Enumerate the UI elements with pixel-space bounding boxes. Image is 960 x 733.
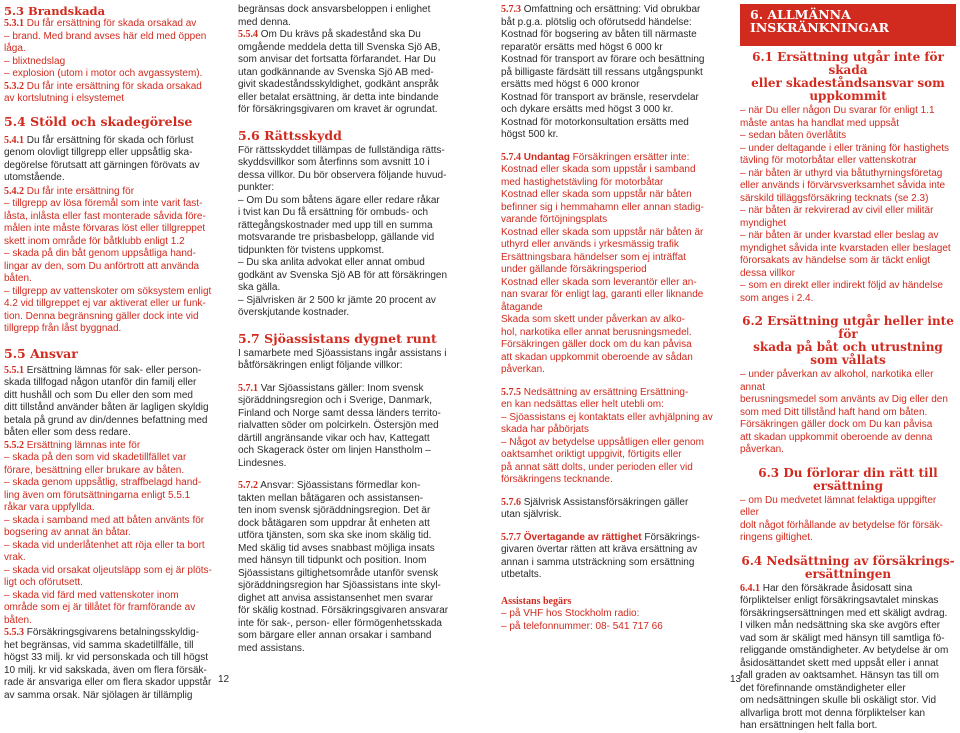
clause-number: 5.7.2 <box>238 480 258 491</box>
paragraph-5-7-6 <box>501 497 725 522</box>
clause-number: 5.7.6 <box>501 496 521 508</box>
clause-number: 5.3.2 <box>4 80 24 92</box>
clause-text: Du får ersättning för skada orsakad av – brand. Med brand avses här eld med öppen låga. – blixtnedslag – explosion (utom i motor och avgassystem). <box>4 18 207 79</box>
clause-text: Ansvar: Sjöassistans förmedlar kon- takten mellan båtägaren och assistansen- ten inom svensk sjöräddningsregion. Det är dock båtägaren som uppdrar åt enheten att utföra tjänsten, som ska ske inom skälig tid. Med skälig tid avses snabbast möjliga insats med hänsyn till tidpunkt och position. Inom Sjöassistans giltighetsområde utanför svensk sjöräddningsregion har Sjöassistans inte skyl- dighet att anvisa assistansenhet men svarar för skälig kostnad. Försäkringsgivaren ansvarar inte för sak-, person- eller förmögenhetsskada som bärgare eller annan orsakar i samband med assistans. <box>238 480 449 654</box>
clause-number: 5.4.2 <box>4 185 24 197</box>
section-6-title <box>740 4 956 34</box>
paragraph-5-7-2 <box>238 480 462 655</box>
paragraph-5-5-3 <box>4 627 228 702</box>
clause-number: 5.5.2 <box>4 439 24 451</box>
section-heading-5-6: 5.6 Rättsskydd <box>238 127 342 143</box>
paragraph-6-3: – om Du medvetet lämnat felaktiga uppgifter eller dolt något förhållande av betydelse för försäk- ringens giltighet. <box>740 494 943 543</box>
section-heading-6-1: 6.1 Ersättning utgår inte för skada eller skadeståndsansvar som uppkommit <box>751 50 945 103</box>
column-2 <box>238 4 462 655</box>
clause-label: Övertagande av rättighet <box>521 531 642 543</box>
paragraph-5-7-1 <box>238 383 462 471</box>
clause-text: Har den försäkrade åsidosatt sina förpliktelser enligt försäkringsavtalet minskas försäkringsersättningen med ett skäligt avdrag. I vilken mån nedsättning ska ske avgörs efter vad som är skäligt med hänsyn till samtliga fö- religgande omständigheter. Av betydelse är om åsidosättandet skett med uppsåt eller i annat fall graden av oaktsamhet. Hänsyn tas till om det förefinnande omständigheter eller om nedsättningen skulle bli oskäligt stor. Vid allvarliga brott mot denna förpliktelser kan han ersättningen helt falla bort. <box>740 582 949 731</box>
clause-number: 6.4.1 <box>740 582 760 594</box>
section-6-title-line-2: INSKRÄNKNINGAR <box>750 20 890 35</box>
paragraph-5-7-3 <box>501 4 725 142</box>
paragraph-5-4-2 <box>4 186 228 336</box>
clause-number: 5.4.1 <box>4 134 24 146</box>
paragraph-6-4-1 <box>740 583 956 733</box>
page-number-right: 13 <box>730 674 742 685</box>
clause-text: Självrisk Assistansförsäkringen gäller utan självrisk. <box>501 496 689 520</box>
section-heading-6-2: 6.2 Ersättning utgår heller inte för skada på båt och utrustning som vållats <box>742 314 954 367</box>
page-number-left: 12 <box>218 674 230 685</box>
paragraph-6-2: – under påverkan av alkohol, narkotika eller annat berusningsmedel som använts av Dig eller den som med Ditt tillstånd haft hand om båten. Försäkringen gäller dock om Du kan påvisa att skadan uppkommit oberoende av denna påverkan. <box>740 369 948 455</box>
clause-text: Nedsättning av ersättning Ersättning- en kan nedsättas eller helt utebli om: – Sjöassistans ej kontaktats eller avhjälpning av skada har påbörjats – Något av betydelse uppsåtligen eller genom oaktsamhet oriktigt uppgivit, förtigits eller på annat sätt dolts, under perioden eller vid försäkringens tecknande. <box>501 386 713 485</box>
clause-text: Du får inte ersättning för – tillgrepp av lösa föremål som inte varit fast- låsta, inlåsta eller fast monterade såvida före- målen inte måste förvaras löst eller tillgreppet skett inom område för båtklubb enligt 1.2 – skada på din båt genom uppsåtliga hand- lingar av den, som Du anförtrott att använda båten. – tillgrepp av vattenskoter om söksystem enligt 4.2 vid tillgreppet ej var aktiverat eller ur funk- tion. Denna begränsning gäller dock inte vid tillgrepp från låst byggnad. <box>4 185 212 334</box>
section-heading-5-3: 5.3 Brandskada <box>4 4 106 18</box>
clause-text: Du får inte ersättning för skada orsakad av kortslutning i elsystemet <box>4 80 202 104</box>
section-6-title-box <box>740 4 956 46</box>
clause-number: 5.7.5 <box>501 386 521 398</box>
paragraph-5-6: För rättsskyddet tillämpas de fullständiga rätts- skyddsvillkor som återfinns som avsnitt 10 i dessa villkor. Du bör observera följande huvud- punkter: – Om Du som båtens ägare eller redare råkar i tvist kan Du få ersättning för ombuds- och rättegångskostnader med upp till en summa motsvarande tre prisbasbelopp, gällande vid tidpunkten för tvistens uppkomst. – Du ska anlita advokat eller annat ombud godkänt av Svenska Sjö AB för att försäkringen ska gälla. – Självrisken är 2 500 kr jämte 20 procent av överskjutande kostnader. <box>238 144 448 318</box>
paragraph-5-7: I samarbete med Sjöassistans ingår assistans i båtförsäkringen enligt följande villkor: <box>238 347 447 371</box>
clause-text: Försäkringen ersätter inte: Kostnad eller skada som uppstår i samband med hastighetstävling för motorbåtar Kostnad eller skada som uppstår när båten befinner sig i hemmahamn eller annan stadig- varande förtöjningsplats Kostnad eller skada som uppstår när båten är uthyrd eller används i yrkesmässig trafik Ersättningsbara händelser som ej inträffat under gällande försäkringsperiod Kostnad eller skada som leverantör eller an- nan svarar för enligt lag, garanti eller liknande åtagande Skada som skett under påverkan av alko- hol, narkotika eller annat berusningsmedel. Försäkringen gäller dock om du kan påvisa att skadan uppkommit oberoende av sådan påverkan. <box>501 151 704 375</box>
clause-number: 5.7.7 <box>501 531 521 543</box>
clause-text: Du får ersättning för skada och förlust genom olovligt tillgrepp eller uppsåtlig ska- degörelse förutsatt att gärningen förövats av utomstående. <box>4 134 200 183</box>
section-heading-5-5: 5.5 Ansvar <box>4 345 78 361</box>
assistance-contacts: – på VHF hos Stockholm radio: – på telefonnummer: 08- 541 717 66 <box>501 608 663 632</box>
paragraph-5-7-5 <box>501 387 725 487</box>
clause-text: Ersättning lämnas inte för – skada på den som vid skadetillfället var förare, besättning eller brukare av båten. – skada genom uppsåtlig, straffbelagd hand- ling även om förutsättningarna enligt 5.5.1 råkar vara uppfyllda. – skada i samband med att båten använts för bogsering av annat än båtar. – skada vid underlåtenhet att röja eller ta bort vrak. – skada vid orsakat oljeutsläpp som ej är plöts- ligt och oförutsett. – skada vid färd med vattenskoter inom område som ej är tillåtet för framförande av båten. <box>4 439 212 626</box>
clause-number: 5.5.3 <box>4 627 24 638</box>
paragraph-5-7-7 <box>501 532 725 582</box>
section-heading-6-3: 6.3 Du förlorar din rätt till ersättning <box>758 465 938 493</box>
section-heading-5-7: 5.7 Sjöassistans dygnet runt <box>238 330 437 346</box>
section-6-title-line-1: 6. ALLMÄNNA <box>750 7 851 22</box>
assistance-heading: Assistans begärs <box>501 595 572 607</box>
section-heading-6-4: 6.4 Nedsättning av försäkrings- ersättningen <box>741 553 955 581</box>
paragraph-5-4-1 <box>4 135 228 185</box>
clause-text: Om Du krävs på skadestånd ska Du omgående meddela detta till Svenska Sjö AB, som anvisar det fortsatta förfarandet. Har Du utan godkännande av Svenska Sjö AB med- givit skadeståndsskyldighet, godkänt anspråk eller betalat ersättning, är detta inte bindande för försäkringsgivaren om kravet är ogrundat. <box>238 29 441 115</box>
column-4 <box>740 51 956 733</box>
clause-text: Omfattning och ersättning: Vid obrukbar båt p.g.a. plötslig och oförutsedd händelse: Kostnad för bogsering av båten till närmaste reparatör ersätts med högst 6 000 kr Kostnad för transport av förare och besättning på billigaste färdsätt till ressans utgångspunkt ersätts med högst 6 000 kronor Kostnad för transport av bränsle, reservdelar och dykare ersätts med högst 3 000 kr. Kostnad för motorkonsultation ersätts med högst 500 kr. <box>501 4 705 140</box>
clause-number: 5.5.1 <box>4 364 24 376</box>
paragraph-5-5-2 <box>4 440 228 628</box>
clause-text: Försäkrings- givaren övertar rätten att kräva ersättning av annan i samma utsträckning som ersättning utbetalts. <box>501 531 700 580</box>
clause-number: 5.5.4 <box>238 29 258 40</box>
paragraph-5-5-4 <box>238 29 462 117</box>
clause-number: 5.7.1 <box>238 382 258 394</box>
paragraph-5-7-4 <box>501 152 725 377</box>
column-1 <box>4 4 228 702</box>
paragraph-5-3-1 <box>4 18 228 81</box>
paragraph-5-5-1 <box>4 365 228 440</box>
clause-number: 5.3.1 <box>4 18 24 29</box>
clause-text: Försäkringsgivarens betalningsskyldig- het begränsas, vid samma skadetillfälle, till högst 33 milj. kr vid personskada och till högst 10 milj. kr vid sakskada, även om flera försäk- rade är ansvariga eller om flera skador uppstår av samma orsak. När sjölagen är tillämplig <box>4 627 212 701</box>
column-3 <box>501 4 725 633</box>
paragraph-5-3-2 <box>4 81 228 106</box>
clause-text: Var Sjöassistans gäller: Inom svensk sjöräddningsregion och i Sverige, Danmark, Finland och Norge samt dessa länders territo- rialvatten söder om polcirkeln. Östersjön med därtill angränsande vikar och hav, Kattegatt och Skagerack öster om linjen Hanstholm – Lindesnes. <box>238 382 441 469</box>
paragraph-continued: begränsas dock ansvarsbeloppen i enlighet med denna. <box>238 4 431 28</box>
clause-label: Undantag <box>521 151 570 163</box>
clause-text: Ersättning lämnas för sak- eller person- skada tillfogad någon utanför din familj eller ditt hushåll och som Du eller den som med ditt tillstånd använder båten är lagligen skyldig betala på grund av din/dennes befattning med båten eller som dess redare. <box>4 364 209 438</box>
section-heading-5-4: 5.4 Stöld och skadegörelse <box>4 113 193 129</box>
clause-number: 5.7.4 <box>501 151 521 163</box>
clause-number: 5.7.3 <box>501 4 521 15</box>
paragraph-6-1: – när Du eller någon Du svarar för enligt 1.1 måste antas ha handlat med uppsåt – sedan båten överlåtits – under deltagande i eller träning för hastighets tävling för motorbåtar eller vattenskotrar – när båten är uthyrd via båtuthyrningsföretag eller används i förvärvsverksamhet såvida inte särskild tilläggsförsäkring tecknats (se 2.3) – när båten är rekvirerad av civil eller militär myndighet – när båten är under kvarstad eller beslag av myndighet såvida inte kvarstaden eller beslaget förorsakats av händelse som är täckt enligt dessa villkor – som en direkt eller indirekt följd av händelse som anges i 2.4. <box>740 105 951 304</box>
